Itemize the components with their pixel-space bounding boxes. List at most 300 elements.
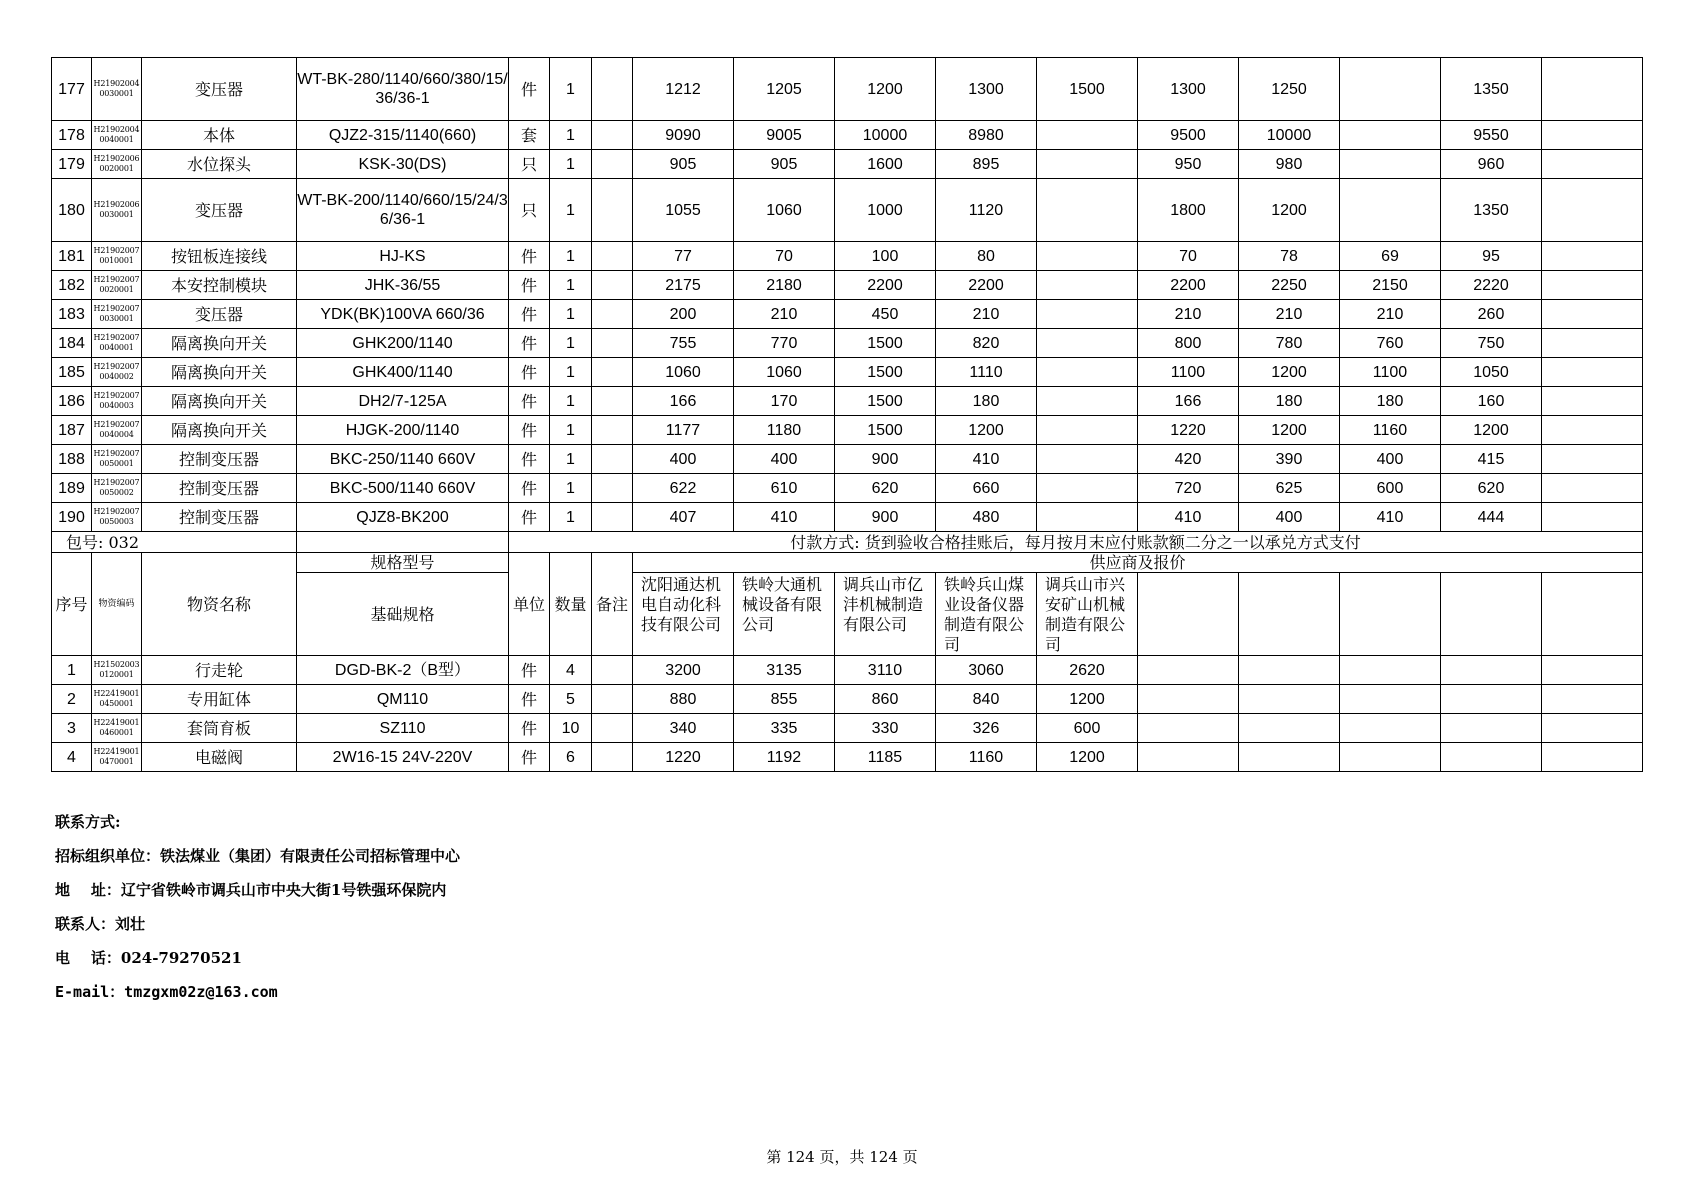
price-cell: 1055: [633, 179, 734, 242]
price-cell: [1542, 714, 1643, 743]
price-cell: 1200: [1037, 685, 1138, 714]
note: [592, 656, 633, 685]
header-row-1: [52, 553, 1643, 573]
price-cell: [1542, 416, 1643, 445]
note: [592, 714, 633, 743]
price-cell: 410: [1138, 503, 1239, 532]
material-name: 水位探头: [142, 150, 297, 179]
price-cell: 170: [734, 387, 835, 416]
header-note: 备注: [592, 553, 633, 656]
material-name: 本安控制模块: [142, 271, 297, 300]
price-cell: [1138, 685, 1239, 714]
price-cell: [1340, 685, 1441, 714]
price-cell: 1200: [936, 416, 1037, 445]
price-cell: 2250: [1239, 271, 1340, 300]
price-cell: 2220: [1441, 271, 1542, 300]
price-cell: 78: [1239, 242, 1340, 271]
supplier-name: [1441, 573, 1542, 656]
row-no: 182: [52, 271, 92, 300]
price-cell: 200: [633, 300, 734, 329]
note: [592, 503, 633, 532]
price-cell: 1200: [1239, 179, 1340, 242]
material-code: H21902006 0020001: [92, 150, 142, 179]
price-cell: [1239, 743, 1340, 772]
quantity: 1: [550, 474, 592, 503]
price-cell: 9550: [1441, 121, 1542, 150]
price-cell: 2200: [936, 271, 1037, 300]
table-row: [52, 179, 1643, 242]
price-cell: [1340, 714, 1441, 743]
price-cell: 1500: [1037, 58, 1138, 121]
price-cell: 1350: [1441, 179, 1542, 242]
unit: 件: [509, 271, 550, 300]
price-cell: 760: [1340, 329, 1441, 358]
quantity: 1: [550, 150, 592, 179]
price-cell: 10000: [1239, 121, 1340, 150]
note: [592, 416, 633, 445]
price-cell: 180: [1239, 387, 1340, 416]
row-no: 180: [52, 179, 92, 242]
material-code: H21902006 0030001: [92, 179, 142, 242]
price-cell: 1300: [936, 58, 1037, 121]
row-no: 187: [52, 416, 92, 445]
supplier-name: 铁岭兵山煤业设备仪器制造有限公司: [936, 573, 1037, 656]
material-spec: JHK-36/55: [297, 271, 509, 300]
price-cell: 895: [936, 150, 1037, 179]
price-cell: 622: [633, 474, 734, 503]
price-cell: 400: [1239, 503, 1340, 532]
price-cell: 390: [1239, 445, 1340, 474]
price-cell: 610: [734, 474, 835, 503]
price-cell: 450: [835, 300, 936, 329]
note: [592, 150, 633, 179]
material-spec: GHK200/1140: [297, 329, 509, 358]
price-cell: 1177: [633, 416, 734, 445]
price-cell: 210: [734, 300, 835, 329]
price-cell: 1160: [936, 743, 1037, 772]
material-spec: SZ110: [297, 714, 509, 743]
price-cell: [1037, 121, 1138, 150]
price-cell: 960: [1441, 150, 1542, 179]
supplier-name: [1138, 573, 1239, 656]
price-cell: 415: [1441, 445, 1542, 474]
price-cell: 410: [734, 503, 835, 532]
material-name: 本体: [142, 121, 297, 150]
package-label: 包号: 032: [52, 532, 297, 553]
price-cell: [1340, 121, 1441, 150]
material-name: 变压器: [142, 58, 297, 121]
material-name: 电磁阀: [142, 743, 297, 772]
row-no: 177: [52, 58, 92, 121]
unit: 件: [509, 685, 550, 714]
table-row: [52, 150, 1643, 179]
material-code: H21902007 0050001: [92, 445, 142, 474]
row-no: 185: [52, 358, 92, 387]
price-cell: [1037, 242, 1138, 271]
package-row: [52, 532, 1643, 553]
price-cell: [1037, 329, 1138, 358]
price-cell: 407: [633, 503, 734, 532]
material-code: H21902007 0010001: [92, 242, 142, 271]
material-spec: WT-BK-280/1140/660/380/15/36/36-1: [297, 58, 509, 121]
price-cell: [1542, 242, 1643, 271]
price-cell: 1060: [734, 358, 835, 387]
material-spec: HJGK-200/1140: [297, 416, 509, 445]
unit: 件: [509, 714, 550, 743]
material-name: 控制变压器: [142, 503, 297, 532]
material-spec: DH2/7-125A: [297, 387, 509, 416]
quantity: 1: [550, 58, 592, 121]
quantity: 1: [550, 503, 592, 532]
material-code: H21902007 0040001: [92, 329, 142, 358]
unit: 套: [509, 121, 550, 150]
price-cell: [1542, 300, 1643, 329]
price-cell: 1050: [1441, 358, 1542, 387]
price-cell: 1180: [734, 416, 835, 445]
price-cell: 340: [633, 714, 734, 743]
price-cell: 210: [936, 300, 1037, 329]
price-cell: [1037, 416, 1138, 445]
material-spec: BKC-250/1140 660V: [297, 445, 509, 474]
price-cell: [1441, 685, 1542, 714]
unit: 件: [509, 387, 550, 416]
unit: 件: [509, 743, 550, 772]
price-cell: [1340, 743, 1441, 772]
price-cell: 3200: [633, 656, 734, 685]
row-no: 184: [52, 329, 92, 358]
price-cell: 77: [633, 242, 734, 271]
row-no: 3: [52, 714, 92, 743]
unit: 件: [509, 445, 550, 474]
price-cell: 1060: [734, 179, 835, 242]
material-code: H21502003 0120001: [92, 656, 142, 685]
price-cell: 2200: [1138, 271, 1239, 300]
price-cell: 180: [1340, 387, 1441, 416]
unit: 只: [509, 150, 550, 179]
material-spec: GHK400/1140: [297, 358, 509, 387]
note: [592, 121, 633, 150]
row-no: 189: [52, 474, 92, 503]
page-number: 第 124 页，共 124 页: [766, 1148, 918, 1166]
supplier-name: 调兵山市兴安矿山机械制造有限公司: [1037, 573, 1138, 656]
material-name: 控制变压器: [142, 474, 297, 503]
price-cell: [1239, 656, 1340, 685]
material-name: 行走轮: [142, 656, 297, 685]
row-no: 179: [52, 150, 92, 179]
supplier-name: [1340, 573, 1441, 656]
price-cell: [1542, 271, 1643, 300]
material-spec: 2W16-15 24V-220V: [297, 743, 509, 772]
price-cell: 720: [1138, 474, 1239, 503]
price-cell: 1100: [1340, 358, 1441, 387]
material-spec: HJ-KS: [297, 242, 509, 271]
note: [592, 329, 633, 358]
quantity: 1: [550, 329, 592, 358]
quantity: 1: [550, 300, 592, 329]
material-spec: WT-BK-200/1140/660/15/24/36/36-1: [297, 179, 509, 242]
price-cell: 335: [734, 714, 835, 743]
price-cell: [1542, 656, 1643, 685]
unit: 件: [509, 656, 550, 685]
row-no: 4: [52, 743, 92, 772]
price-cell: 480: [936, 503, 1037, 532]
material-name: 隔离换向开关: [142, 358, 297, 387]
price-cell: 2180: [734, 271, 835, 300]
contact-address: 地 址：辽宁省铁岭市调兵山市中央大街1号铁强环保院内: [55, 881, 447, 899]
note: [592, 179, 633, 242]
unit: 件: [509, 503, 550, 532]
price-cell: 855: [734, 685, 835, 714]
material-spec: QJZ2-315/1140(660): [297, 121, 509, 150]
price-cell: 1200: [1239, 416, 1340, 445]
quantity: 1: [550, 387, 592, 416]
quantity: 1: [550, 121, 592, 150]
unit: 件: [509, 358, 550, 387]
material-code: H22419001 0470001: [92, 743, 142, 772]
material-code: H21902004 0030001: [92, 58, 142, 121]
price-cell: [1542, 743, 1643, 772]
price-cell: 620: [1441, 474, 1542, 503]
contact-person: 联系人：刘壮: [55, 915, 146, 933]
row-no: 181: [52, 242, 92, 271]
price-cell: [1138, 743, 1239, 772]
table-row: [52, 685, 1643, 714]
price-cell: 70: [1138, 242, 1239, 271]
price-cell: [1239, 714, 1340, 743]
price-cell: [1037, 271, 1138, 300]
price-cell: 1160: [1340, 416, 1441, 445]
price-cell: 980: [1239, 150, 1340, 179]
header-code: 物资编码: [92, 553, 142, 656]
material-name: 按钮板连接线: [142, 242, 297, 271]
header-spec-group: 规格型号: [297, 553, 509, 573]
header-no: 序号: [52, 553, 92, 656]
price-cell: 2620: [1037, 656, 1138, 685]
quantity: 1: [550, 271, 592, 300]
material-spec: KSK-30(DS): [297, 150, 509, 179]
row-no: 183: [52, 300, 92, 329]
price-cell: 330: [835, 714, 936, 743]
row-no: 178: [52, 121, 92, 150]
price-cell: 1185: [835, 743, 936, 772]
price-cell: [1542, 474, 1643, 503]
quantity: 5: [550, 685, 592, 714]
price-cell: [1542, 150, 1643, 179]
price-cell: [1441, 714, 1542, 743]
price-cell: [1037, 358, 1138, 387]
price-cell: 400: [734, 445, 835, 474]
material-code: H22419001 0460001: [92, 714, 142, 743]
material-name: 专用缸体: [142, 685, 297, 714]
price-cell: 905: [734, 150, 835, 179]
price-cell: 9005: [734, 121, 835, 150]
price-cell: 410: [936, 445, 1037, 474]
price-cell: 1200: [1037, 743, 1138, 772]
price-cell: 1200: [835, 58, 936, 121]
price-cell: 2150: [1340, 271, 1441, 300]
price-cell: [1542, 179, 1643, 242]
price-cell: 69: [1340, 242, 1441, 271]
price-cell: 2200: [835, 271, 936, 300]
price-cell: 1220: [633, 743, 734, 772]
row-no: 190: [52, 503, 92, 532]
table-row: [52, 416, 1643, 445]
table-row: [52, 714, 1643, 743]
price-cell: 1350: [1441, 58, 1542, 121]
price-cell: 1220: [1138, 416, 1239, 445]
price-cell: 210: [1138, 300, 1239, 329]
material-code: H21902007 0040003: [92, 387, 142, 416]
price-cell: 1600: [835, 150, 936, 179]
material-name: 隔离换向开关: [142, 387, 297, 416]
price-cell: [1441, 743, 1542, 772]
header-unit: 单位: [509, 553, 550, 656]
price-cell: 1500: [835, 358, 936, 387]
price-cell: [1542, 685, 1643, 714]
price-cell: 3060: [936, 656, 1037, 685]
price-cell: [1542, 58, 1643, 121]
price-cell: [1037, 503, 1138, 532]
material-name: 控制变压器: [142, 445, 297, 474]
price-cell: 860: [835, 685, 936, 714]
price-cell: 1200: [1239, 358, 1340, 387]
price-cell: [1542, 503, 1643, 532]
price-cell: 750: [1441, 329, 1542, 358]
price-cell: 950: [1138, 150, 1239, 179]
price-cell: 660: [936, 474, 1037, 503]
header-qty: 数量: [550, 553, 592, 656]
supplier-name: 沈阳通达机电自动化科技有限公司: [633, 573, 734, 656]
row-no: 188: [52, 445, 92, 474]
note: [592, 271, 633, 300]
price-cell: 400: [633, 445, 734, 474]
price-cell: 3135: [734, 656, 835, 685]
price-cell: [1340, 150, 1441, 179]
price-cell: 1060: [633, 358, 734, 387]
note: [592, 300, 633, 329]
material-code: H22419001 0450001: [92, 685, 142, 714]
price-cell: 600: [1037, 714, 1138, 743]
contact-phone: 电 话：024-79270521: [55, 949, 242, 967]
material-spec: YDK(BK)100VA 660/36: [297, 300, 509, 329]
table-row: [52, 300, 1643, 329]
price-cell: 620: [835, 474, 936, 503]
table-row: [52, 445, 1643, 474]
price-cell: [1542, 121, 1643, 150]
supplier-name: [1542, 573, 1643, 656]
note: [592, 743, 633, 772]
price-cell: 1250: [1239, 58, 1340, 121]
material-code: H21902004 0040001: [92, 121, 142, 150]
table-row: [52, 358, 1643, 387]
price-cell: 755: [633, 329, 734, 358]
price-cell: [1037, 474, 1138, 503]
price-cell: 70: [734, 242, 835, 271]
material-name: 套筒育板: [142, 714, 297, 743]
price-cell: [1340, 179, 1441, 242]
unit: 件: [509, 416, 550, 445]
price-cell: 2175: [633, 271, 734, 300]
header-suppliers-group: 供应商及报价: [633, 553, 1643, 573]
payment-terms: 付款方式: 货到验收合格挂账后，每月按月末应付账款额二分之一以承兑方式支付: [509, 532, 1643, 553]
price-cell: 400: [1340, 445, 1441, 474]
price-cell: 880: [633, 685, 734, 714]
unit: 件: [509, 300, 550, 329]
material-name: 变压器: [142, 300, 297, 329]
price-cell: 780: [1239, 329, 1340, 358]
price-cell: 8980: [936, 121, 1037, 150]
price-cell: [1441, 656, 1542, 685]
price-cell: 9500: [1138, 121, 1239, 150]
price-cell: 210: [1239, 300, 1340, 329]
price-cell: 1200: [1441, 416, 1542, 445]
material-code: H21902007 0050003: [92, 503, 142, 532]
price-cell: [1037, 179, 1138, 242]
price-cell: 3110: [835, 656, 936, 685]
quantity: 10: [550, 714, 592, 743]
price-cell: 9090: [633, 121, 734, 150]
price-cell: [1542, 329, 1643, 358]
table-row: [52, 121, 1643, 150]
table1-body: [52, 58, 1643, 532]
table2-body: [52, 656, 1643, 772]
price-cell: 1000: [835, 179, 936, 242]
bid-price-table: [51, 57, 1643, 772]
price-cell: 1500: [835, 416, 936, 445]
price-cell: [1037, 150, 1138, 179]
unit: 件: [509, 474, 550, 503]
price-cell: [1037, 300, 1138, 329]
price-cell: 905: [633, 150, 734, 179]
unit: 件: [509, 329, 550, 358]
header-spec: 基础规格: [297, 573, 509, 656]
supplier-name: [1239, 573, 1340, 656]
table-row: [52, 329, 1643, 358]
price-cell: 166: [1138, 387, 1239, 416]
note: [592, 474, 633, 503]
price-cell: 1500: [835, 329, 936, 358]
table-row: [52, 474, 1643, 503]
row-no: 2: [52, 685, 92, 714]
price-cell: 160: [1441, 387, 1542, 416]
unit: 件: [509, 242, 550, 271]
quantity: 1: [550, 358, 592, 387]
price-cell: 900: [835, 503, 936, 532]
price-cell: 100: [835, 242, 936, 271]
table-row: [52, 271, 1643, 300]
price-cell: 260: [1441, 300, 1542, 329]
note: [592, 358, 633, 387]
price-cell: 1100: [1138, 358, 1239, 387]
material-name: 隔离换向开关: [142, 416, 297, 445]
note: [592, 387, 633, 416]
price-cell: [1542, 445, 1643, 474]
material-code: H21902007 0020001: [92, 271, 142, 300]
table-row: [52, 656, 1643, 685]
price-cell: 840: [936, 685, 1037, 714]
unit: 件: [509, 58, 550, 121]
material-code: H21902007 0040002: [92, 358, 142, 387]
price-cell: 900: [835, 445, 936, 474]
price-cell: 410: [1340, 503, 1441, 532]
row-no: 1: [52, 656, 92, 685]
price-cell: [1037, 445, 1138, 474]
price-cell: 625: [1239, 474, 1340, 503]
price-cell: 326: [936, 714, 1037, 743]
note: [592, 685, 633, 714]
quantity: 4: [550, 656, 592, 685]
table-row: [52, 58, 1643, 121]
